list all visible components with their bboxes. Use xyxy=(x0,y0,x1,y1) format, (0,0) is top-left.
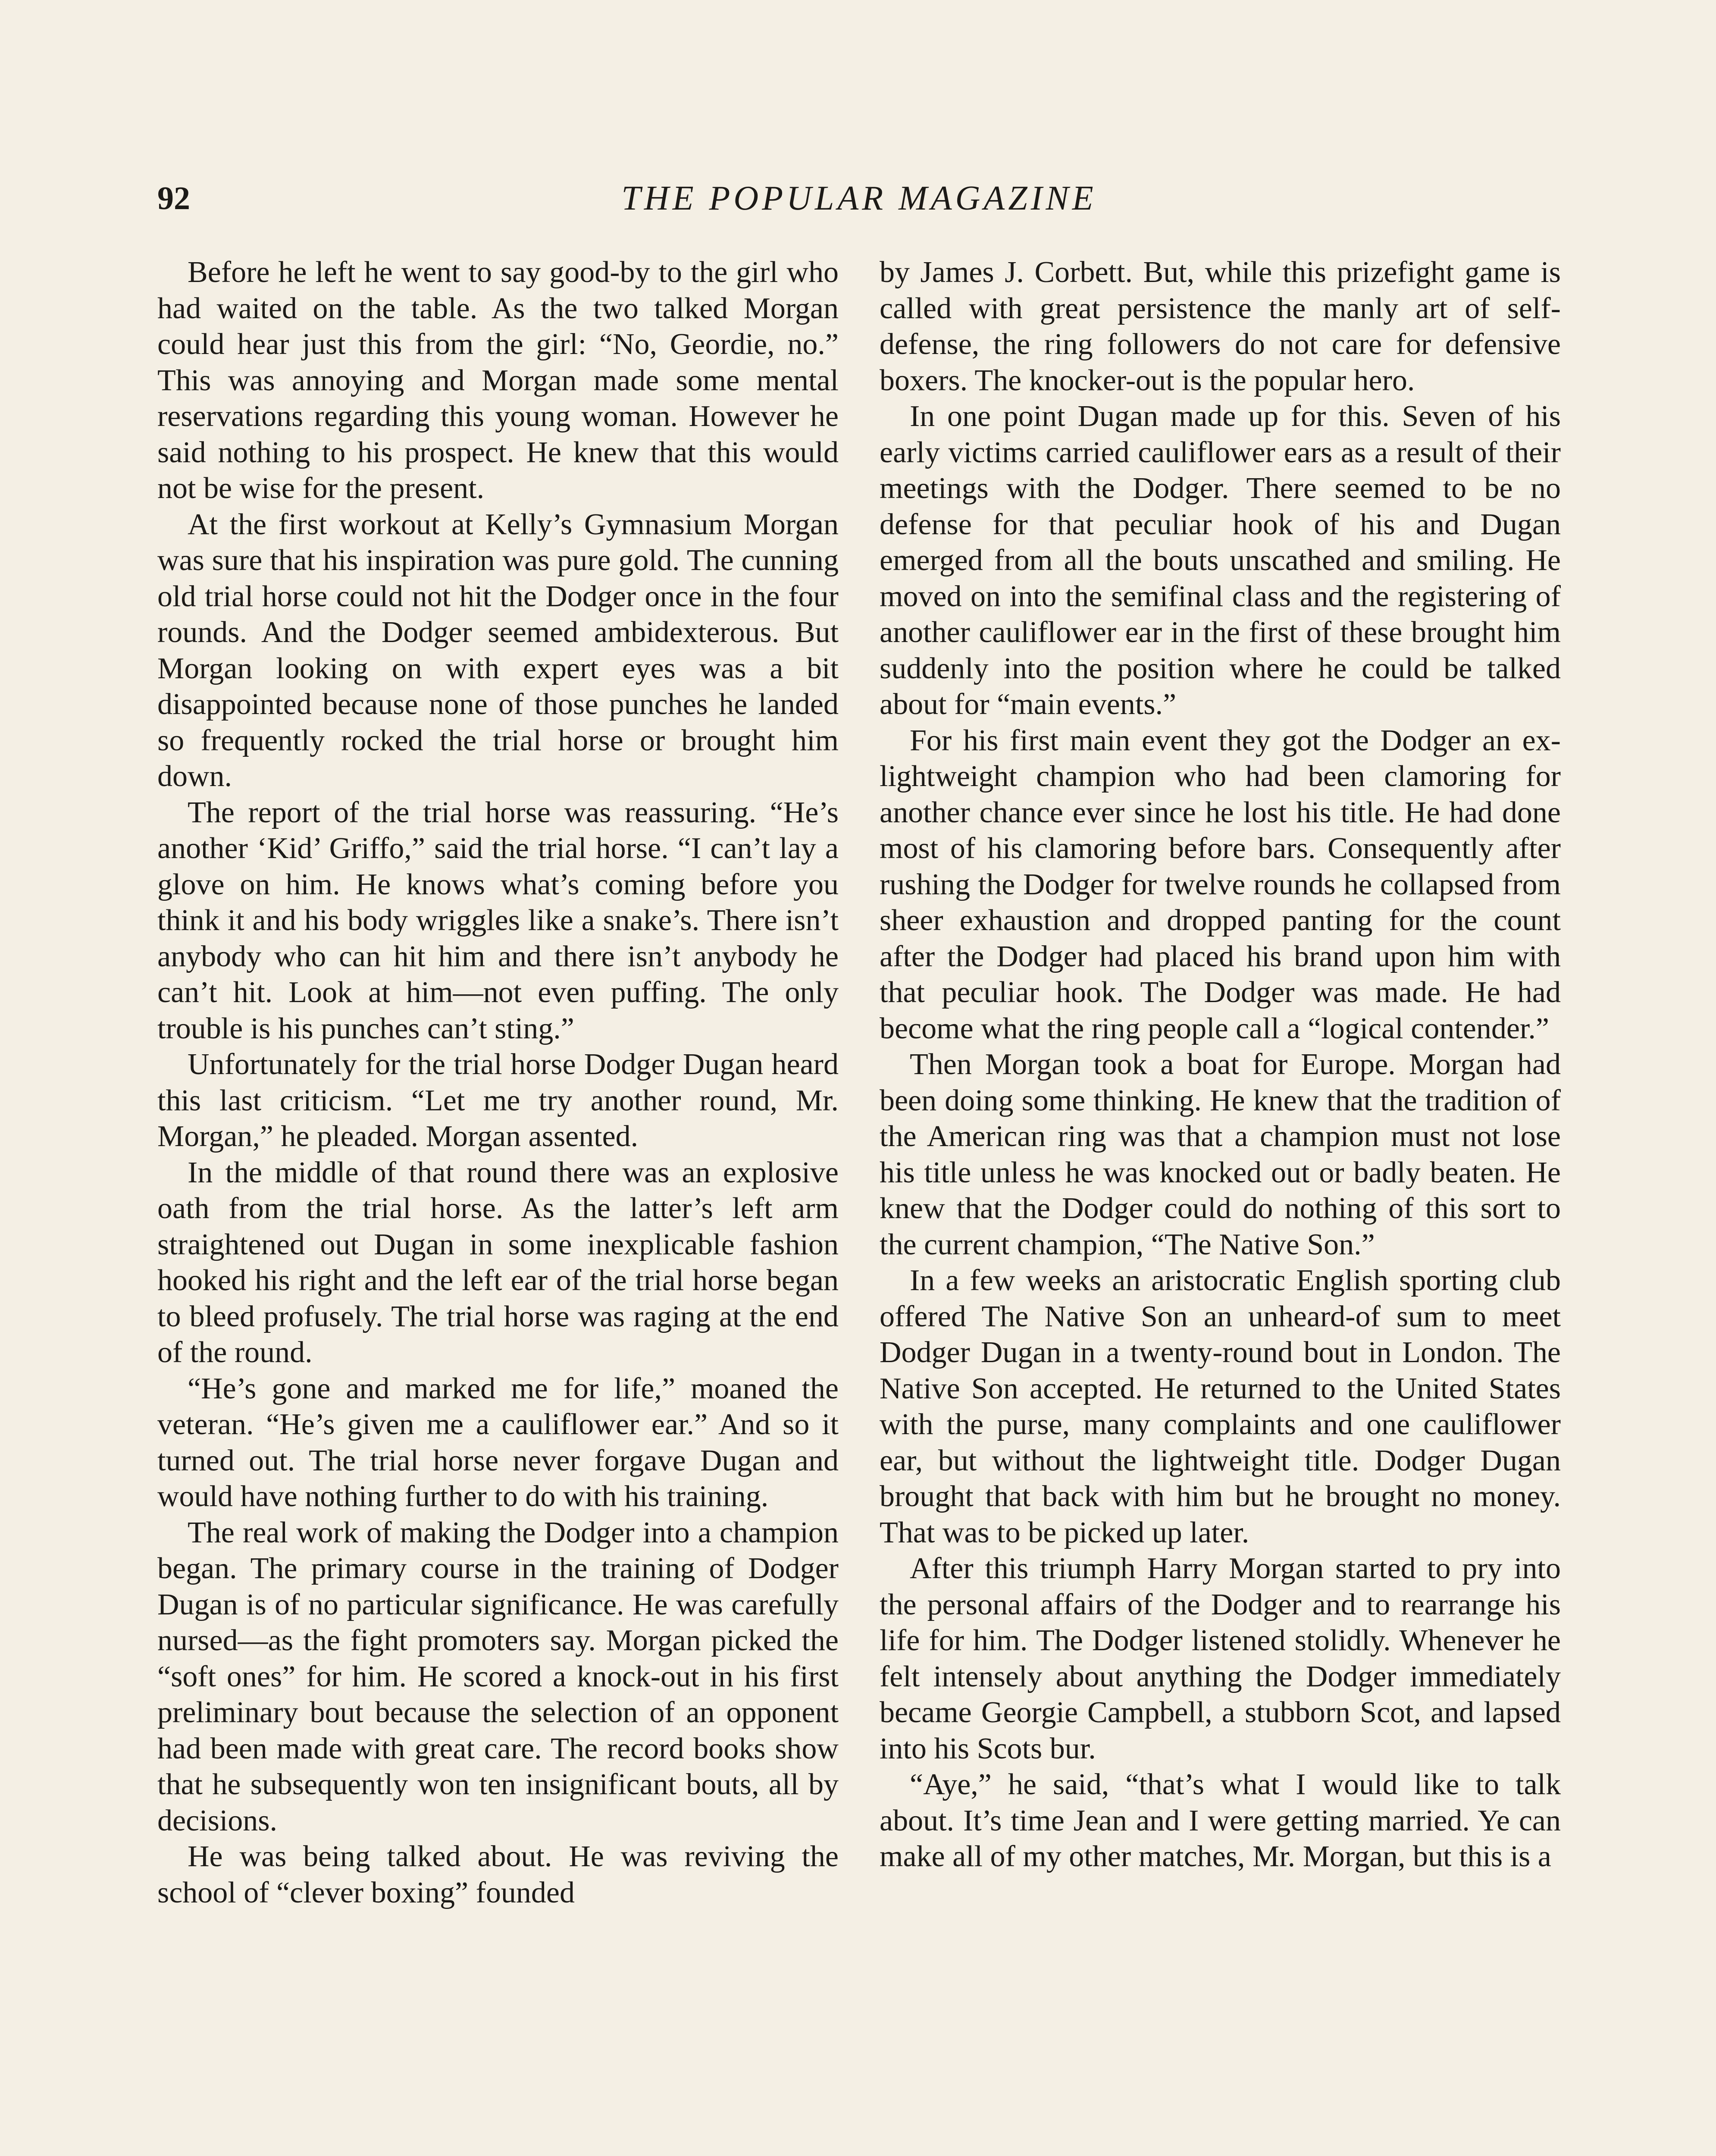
paragraph: Unfortunately for the trial horse Dodger Dugan heard this last criticism. “Let me try another round, Mr. Morgan,” he pleaded. Morgan assented. xyxy=(157,1048,839,1153)
paragraph: Before he left he went to say good-by to the girl who had waited on the table. As the two talked Morgan could hear just this from the girl: “No, Geordie, no.” This was annoying and Morgan made some mental reservations regarding this young woman. However he said nothing to his prospect. He knew that this would not be wise for the present. xyxy=(157,256,839,505)
right-column xyxy=(880,254,1561,2156)
paragraph: “He’s gone and marked me for life,” moaned the veteran. “He’s given me a cauliflower ear.” And so it turned out. The trial horse never forgave Dugan and would have nothing further to do with his training. xyxy=(157,1372,839,1513)
paragraph: The real work of making the Dodger into a champion began. The primary course in the training of Dodger Dugan is of no particular significance. He was carefully nursed—as the fight promoters say. Morgan picked the “soft ones” for him. He scored a knock-out in his first preliminary bout because the selection of an opponent had been made with great care. The record books show that he subsequently won ten insignificant bouts, all by decisions. xyxy=(157,1516,839,1837)
page-header xyxy=(157,172,1561,224)
paragraph: For his first main event they got the Dodger an ex-lightweight champion who had been clamoring for another chance ever since he lost his title. He had done most of his clamoring before bars. Consequently after rushing the Dodger for twelve rounds he collapsed from sheer exhaustion and dropped panting for the count after the Dodger had placed his brand upon him with that peculiar hook. The Dodger was made. He had become what the ring people call a “logical contender.” xyxy=(880,724,1561,1045)
paragraph: The report of the trial horse was reassuring. “He’s another ‘Kid’ Griffo,” said the trial horse. “I can’t lay a glove on him. He knows what’s coming before you think it and his body wriggles like a snake’s. There isn’t anybody who can hit him and there isn’t anybody he can’t hit. Look at him—not even puffing. The only trouble is his punches can’t sting.” xyxy=(157,796,839,1045)
paragraph: by James J. Corbett. But, while this prizefight game is called with great persistence the manly art of self-defense, the ring followers do not care for defensive boxers. The knocker-out is the popular hero. xyxy=(880,256,1561,397)
paragraph: Then Morgan took a boat for Europe. Morgan had been doing some thinking. He knew that the tradition of the American ring was that a champion must not lose his title unless he was knocked out or badly beaten. He knew that the Dodger could do nothing of this sort to the current champion, “The Native Son.” xyxy=(880,1048,1561,1261)
paragraph: In the middle of that round there was an explosive oath from the trial horse. As the latter’s left arm straightened out Dugan in some inexplicable fashion hooked his right and the left ear of the trial horse began to bleed profusely. The trial horse was raging at the end of the round. xyxy=(157,1156,839,1369)
paragraph: In a few weeks an aristocratic English sporting club offered The Native Son an unheard-of sum to meet Dodger Dugan in a twenty-round bout in London. The Native Son accepted. He returned to the United States with the purse, many complaints and one cauliflower ear, but without the lightweight title. Dodger Dugan brought that back with him but he brought no money. That was to be picked up later. xyxy=(880,1264,1561,1549)
paragraph: At the first workout at Kelly’s Gymnasium Morgan was sure that his inspiration was pure gold. The cunning old trial horse could not hit the Dodger once in the four rounds. And the Dodger seemed ambidexterous. But Morgan looking on with expert eyes was a bit disappointed because none of those punches he landed so frequently rocked the trial horse or brought him down. xyxy=(157,508,839,793)
paragraph: In one point Dugan made up for this. Seven of his early victims carried cauliflower ears as a result of their meetings with the Dodger. There seemed to be no defense for that peculiar hook of his and Dugan emerged from all the bouts unscathed and smiling. He moved on into the semifinal class and the registering of another cauliflower ear in the first of these brought him suddenly into the position where he could be talked about for “main events.” xyxy=(880,400,1561,721)
left-column xyxy=(157,254,839,2156)
paragraph: “Aye,” he said, “that’s what I would like to talk about. It’s time Jean and I were getting married. Ye can make all of my other matches, Mr. Morgan, but this is a xyxy=(880,1768,1561,1873)
paragraph: After this triumph Harry Morgan started to pry into the personal affairs of the Dodger and to rearrange his life for him. The Dodger listened stolidly. Whenever he felt intensely about anything the Dodger immediately became Georgie Campbell, a stubborn Scot, and lapsed into his Scots bur. xyxy=(880,1552,1561,1765)
paragraph: He was being talked about. He was reviving the school of “clever boxing” founded xyxy=(157,1840,839,1909)
page-number: 92 xyxy=(157,180,190,216)
running-title: THE POPULAR MAGAZINE xyxy=(621,179,1097,217)
